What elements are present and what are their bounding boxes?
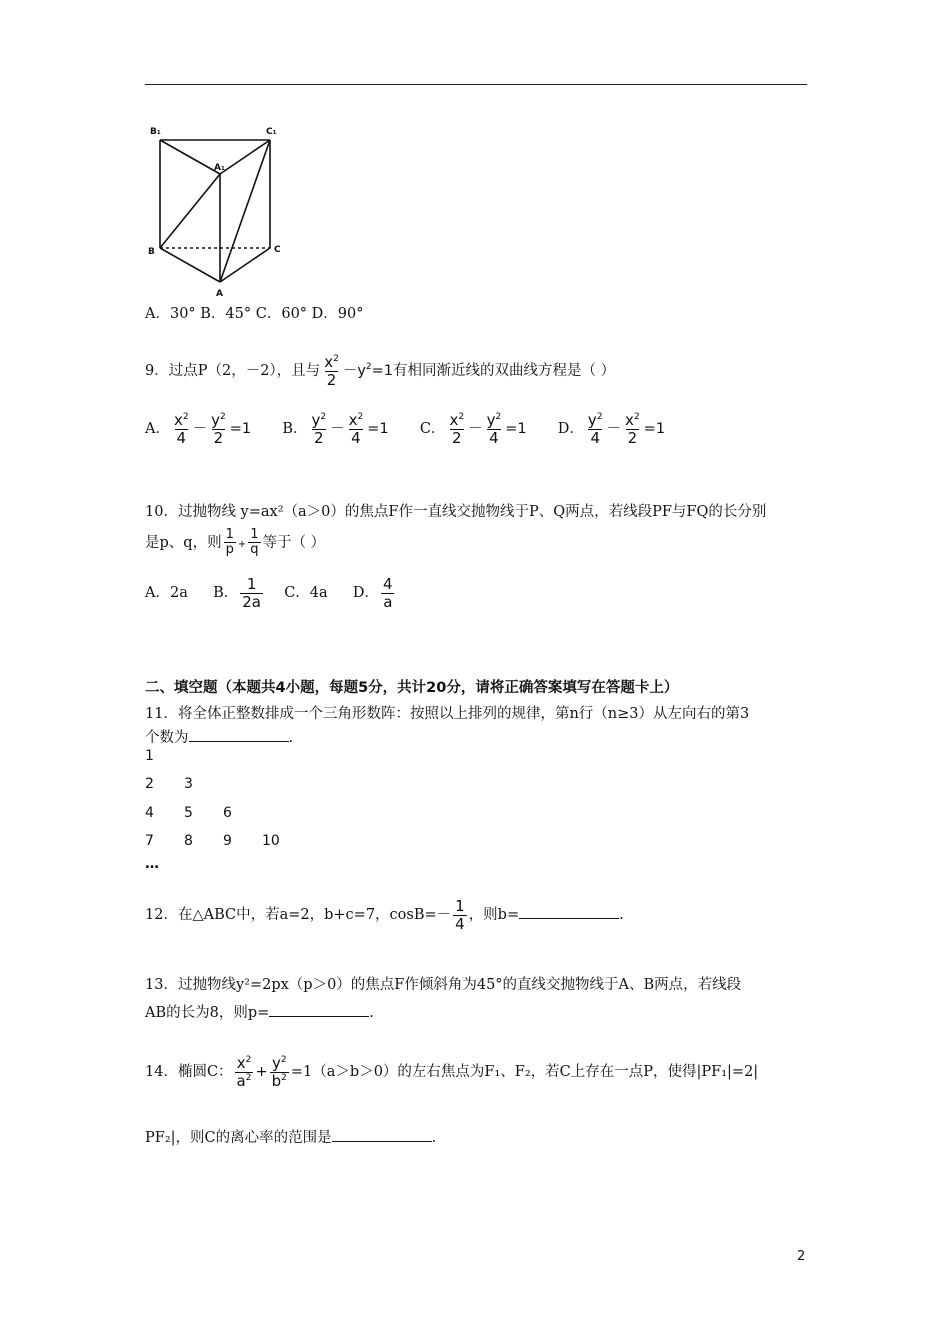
q9-option-b: B． $\frac{y^2}{2}$ － $\frac{x^2}{4}$ =1 bbox=[282, 411, 389, 447]
triangle-row: 1 bbox=[145, 748, 154, 764]
edge-a1-c1 bbox=[220, 140, 270, 174]
answer-blank bbox=[269, 1004, 369, 1017]
header-rule bbox=[145, 84, 807, 85]
edge-a-c1 bbox=[220, 140, 270, 282]
q9-option-c: C． $\frac{x^2}{2}$ － $\frac{y^2}{4}$ =1 bbox=[419, 411, 527, 447]
triangle-row: 7 8 9 10 bbox=[145, 833, 280, 849]
answer-blank bbox=[332, 1129, 432, 1142]
label-a: A bbox=[216, 289, 223, 299]
q10-options bbox=[145, 576, 397, 610]
q9-options bbox=[145, 412, 665, 446]
edge-b1-a1 bbox=[160, 140, 220, 174]
label-b: B bbox=[148, 247, 155, 257]
answer-blank bbox=[519, 906, 619, 919]
answer-blank bbox=[189, 729, 289, 742]
label-b1: B₁ bbox=[150, 127, 161, 137]
page-number: 2 bbox=[797, 1249, 806, 1264]
q14-line2: PF₂|，则C的离心率的范围是 . bbox=[145, 1130, 437, 1146]
q9-fraction: $\frac{x^2}{2}$ bbox=[324, 353, 339, 389]
triangle-row: 2 3 bbox=[145, 776, 193, 792]
q9-suffix: 有相同渐近线的双曲线方程是（ ） bbox=[393, 363, 616, 379]
edge-b-a1 bbox=[160, 174, 220, 248]
q9-prefix: 9．过点P（2，－2），且与 bbox=[145, 363, 321, 379]
q9-option-d: D． $\frac{y^2}{4}$ － $\frac{x^2}{2}$ =1 bbox=[557, 411, 666, 447]
q10-line1: 10．过抛物线 y=ax²（a＞0）的焦点F作一直线交抛物线于P、Q两点，若线段PF与FQ的长分别 bbox=[145, 504, 767, 520]
q12: 12．在△ABC中，若a=2，b+c=7，cosB=－ $\frac{1}{4}$ ，则b= . bbox=[145, 897, 624, 933]
label-a1: A₁ bbox=[214, 163, 225, 173]
q11-line1: 11．将全体正整数排成一个三角形数阵：按照以上排列的规律，第n行（n≥3）从左向右的第3 bbox=[145, 706, 750, 722]
triangle-ellipsis: … bbox=[145, 856, 159, 872]
q13-line2: AB的长为8，则p= . bbox=[145, 1005, 374, 1021]
q11-line2: 个数为 . bbox=[145, 730, 294, 746]
prism-figure bbox=[140, 122, 290, 302]
q13-line1: 13．过抛物线y²=2px（p＞0）的焦点F作倾斜角为45°的直线交抛物线于A、B两点，若线段 bbox=[145, 977, 742, 993]
q10-option-a: A．2a bbox=[145, 585, 188, 601]
label-c1: C₁ bbox=[266, 127, 277, 137]
q10-option-b: B． $\frac{1}{2a}$ bbox=[213, 575, 261, 611]
edge-b-a bbox=[160, 248, 220, 282]
q14-line1: 14．椭圆C： $\frac{x^2}{a^2}$ + $\frac{y^2}{b^2}$ =1（a＞b＞0）的左右焦点为F₁、F₂，若C上存在一点P，使得|PF₁|=2| bbox=[145, 1054, 759, 1090]
triangle-row: 4 5 6 bbox=[145, 805, 232, 821]
section-heading: 二、填空题（本题共4小题，每题5分，共计20分，请将正确答案填写在答题卡上） bbox=[145, 680, 679, 696]
q10-option-d: D． $\frac{4}{a}$ bbox=[352, 575, 393, 611]
q9-option-a: A． $\frac{x^2}{4}$ － $\frac{y^2}{2}$ =1 bbox=[145, 411, 252, 447]
q10-line2: 是p、q，则 $\frac{1}{p}$ + $\frac{1}{q}$ 等于（ ） bbox=[145, 527, 326, 558]
edge-a-c bbox=[220, 248, 270, 282]
q9-stem: 9．过点P（2，－2），且与 $\frac{x^2}{2}$ $-y^2=1$有相同渐近线的双曲线方程是（ ） bbox=[145, 353, 616, 389]
q10-option-c: C．4a bbox=[284, 585, 328, 601]
label-c: C bbox=[274, 245, 281, 255]
q8-options: A．30° B．45° C．60° D．90° bbox=[145, 306, 364, 322]
